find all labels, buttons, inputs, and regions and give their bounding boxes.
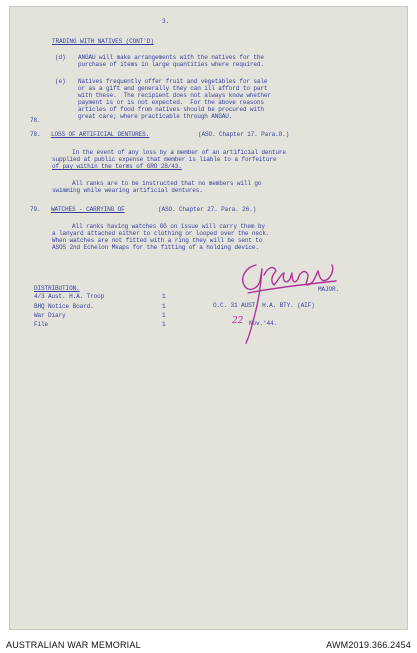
para-d-line-2: purchase of items in large quantities where required. bbox=[78, 61, 264, 68]
para-e-line-5: articles of food from natives should be procured with bbox=[78, 106, 264, 113]
para-78-left-number: 78. bbox=[30, 117, 41, 124]
para-79-line-3: When watches are not fitted with a ring they will be sent to bbox=[52, 237, 263, 244]
para-79-number: 79. bbox=[30, 206, 41, 213]
para-78-line-4: All ranks are to be instructed that no members will go bbox=[72, 180, 262, 187]
distribution-count-1: 1 bbox=[162, 293, 166, 300]
distribution-count-3: 1 bbox=[162, 312, 166, 319]
para-e-line-6: great care; where practicable through ANGAU. bbox=[78, 113, 233, 120]
distribution-count-4: 1 bbox=[162, 321, 166, 328]
para-79-heading: WATCHES - CARRYING OF bbox=[51, 206, 125, 213]
distribution-count-2: 1 bbox=[162, 303, 166, 310]
footer-accession-number: AWM2019.366.2454 bbox=[326, 640, 411, 650]
distribution-recipient-3: War Diary bbox=[34, 312, 66, 319]
para-78-line-2: supplied at public expense that member is liable to a forfeiture bbox=[52, 156, 277, 163]
page-number: 3. bbox=[162, 18, 170, 25]
para-78-line-5: swimming while wearing artificial dentures. bbox=[52, 187, 203, 194]
signature-unit: O.C. 31 AUST. H.A. BTY. (AIF) bbox=[213, 302, 315, 309]
distribution-heading: DISTRIBUTION. bbox=[34, 285, 80, 292]
footer-institution: AUSTRALIAN WAR MEMORIAL bbox=[6, 640, 141, 650]
signature-date-day: 22 bbox=[232, 316, 244, 326]
signature-date-rest: Nov.'44. bbox=[249, 320, 278, 327]
para-78-line-1: In the event of any loss by a member of an artificial denture bbox=[72, 149, 286, 156]
para-79-line-2: a lanyard attached either to clothing or looped over the neck. bbox=[52, 230, 270, 237]
para-79-line-4: ASOS 2nd Echelon Mkaps for the fitting of a holding device. bbox=[52, 244, 259, 251]
para-e-line-2: or as a gift and generally they can ill afford to part bbox=[78, 85, 268, 92]
para-78-line-3: of pay within the terms of GRO 28/43. bbox=[52, 163, 182, 170]
para-79-reference: (ASO. Chapter 27. Para. 26.) bbox=[158, 206, 257, 213]
para-e-line-4: payment is or is not expected. For the above reasons bbox=[78, 99, 264, 106]
distribution-recipient-1: 4/3 Aust. H.A. Troop bbox=[34, 293, 105, 300]
para-e-label: (e) bbox=[55, 78, 66, 85]
para-e-line-1: Natives frequently offer fruit and vegetables for sale bbox=[78, 78, 268, 85]
handwritten-signature bbox=[228, 255, 343, 345]
signature-rank: MAJOR. bbox=[318, 286, 340, 293]
para-78-number: 78. bbox=[30, 131, 41, 138]
para-d-label: (d) bbox=[55, 54, 66, 61]
para-78-reference: (ASO. Chapter 17. Para.8.) bbox=[198, 131, 290, 138]
para-e-line-3: with these. The recipient does not always know whether bbox=[78, 92, 271, 99]
archive-footer bbox=[0, 636, 417, 653]
distribution-recipient-2: BHQ Notice Board. bbox=[34, 303, 94, 310]
para-d-line-1: ANGAU will make arrangements with the natives for the bbox=[78, 54, 264, 61]
distribution-recipient-4: File bbox=[34, 321, 49, 328]
para-79-line-1: All ranks having watches GG on issue will carry them by bbox=[72, 223, 265, 230]
para-78-heading: LOSS OF ARTIFICIAL DENTURES. bbox=[51, 131, 150, 138]
section-heading: TRADING WITH NATIVES (CONT'D) bbox=[52, 38, 154, 45]
